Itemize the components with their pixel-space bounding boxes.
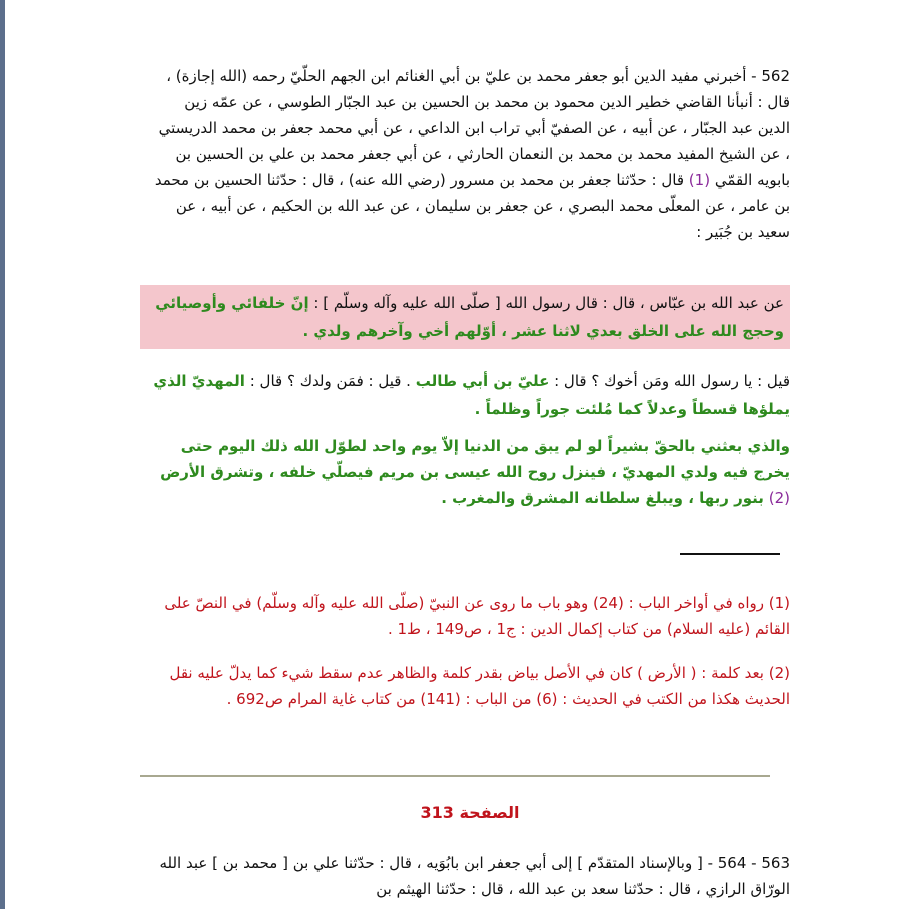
dialogue-answer-1: عليّ بن أبي طالب bbox=[415, 372, 550, 390]
hadith-562-chain bbox=[150, 63, 790, 245]
chain-text: 562 - أخبرني مفيد الدين أبو جعفر محمد بن عليّ بن أبي الغنائم ابن الجهم الحلّيّ رحمه (الله إجازة) ، قال : أنبأنا القاضي خطير الدين محمود بن محمد بن الحسين بن عبد الجبّار الطوسي ، عن عمّه زين الدين عبد الجبّار ، عن أبيه ، عن الصفيّ أبي تراب ابن الداعي ، عن أبي محمد جعفر بن محمد الدريستي ، عن الشيخ المفيد محمد بن محمد بن النعمان الحارثي ، عن أبي جعفر محمد بن علي بن الحسين بن بابويه القمّي bbox=[158, 67, 790, 189]
footnote-ref-1[interactable]: (1) bbox=[688, 171, 711, 189]
footnote-ref-2[interactable]: (2) bbox=[768, 489, 790, 507]
hadith-quote: إنّ خلفائي وأوصيائي وحجج الله على الخلق بعدي لاثنا عشر ، أوّلهم أخي وآخرهم ولدي . bbox=[155, 294, 784, 340]
footnote-1: (1) رواه في أواخر الباب : (24) وهو باب ما روى عن النبيّ (صلّى الله عليه وآله وسلّم) في النصّ على القائم (عليه السلام) من كتاب إكمال الدين : ج1 ، ص149 ، ط1 . bbox=[164, 594, 790, 638]
dialogue-question: قيل : يا رسول الله ومَن أخوك ؟ قال : bbox=[554, 372, 790, 390]
page-divider bbox=[140, 775, 770, 777]
hadith-intro: عن عبد الله بن عبّاس ، قال : قال رسول الله [ صلّى الله عليه وآله وسلّم ] : bbox=[313, 294, 784, 312]
dialogue-paragraph bbox=[150, 367, 790, 423]
dialogue-question-2: . قيل : فمَن ولدك ؟ قال : bbox=[249, 372, 411, 390]
window-left-edge bbox=[0, 0, 5, 909]
footnote-divider bbox=[680, 553, 780, 555]
prophecy-text: والذي بعثني بالحقّ بشيراً لو لم يبق من الدنيا إلاّ يوم واحد لطوّل الله ذلك اليوم حتى يخرج فيه ولدي المهديّ ، فينزل روح الله عيسى بن مريم فيصلّي خلفه ، وتشرق الأرض bbox=[160, 437, 790, 481]
hadith-563-chain: 563 - 564 - [ وبالإسناد المتقدّم ] إلى أبي جعفر ابن بابُوَيه ، قال : حدّثنا علي بن [ محمد بن ] عبد الله الورّاق الرازي ، قال : حدّثنا سعد بن عبد الله ، قال : حدّثنا الهيثم بن bbox=[159, 854, 790, 898]
chain-text-tail: قال : حدّثنا جعفر بن محمد بن مسرور (رضي الله عنه) ، قال : حدّثنا الحسين بن محمد بن عامر ، عن المعلّى محمد البصري ، عن جعفر بن سليمان ، عن عبد الله بن الحكيم ، عن أبيه ، عن سعيد بن جُبَير : bbox=[154, 171, 790, 241]
page-number-label: الصفحة 313 bbox=[420, 803, 520, 822]
dialogue-answer-2: المهديّ الذي يملؤها قسطاً وعدلاً كما مُلئت جوراً وظلماً . bbox=[153, 372, 790, 418]
prophecy-text-tail: بنور ربها ، ويبلغ سلطانه المشرق والمغرب . bbox=[441, 489, 764, 507]
prophecy-paragraph bbox=[150, 433, 790, 511]
highlighted-hadith-text bbox=[146, 289, 784, 345]
highlighted-hadith bbox=[140, 285, 790, 349]
footnote-2: (2) بعد كلمة : ( الأرض ) كان في الأصل بياض بقدر كلمة والظاهر عدم سقط شيء كما يدلّ عليه نقل الحديث هكذا من الكتب في الحديث : (6) من الباب : (141) من كتاب غاية المرام ص692 . bbox=[169, 664, 790, 708]
